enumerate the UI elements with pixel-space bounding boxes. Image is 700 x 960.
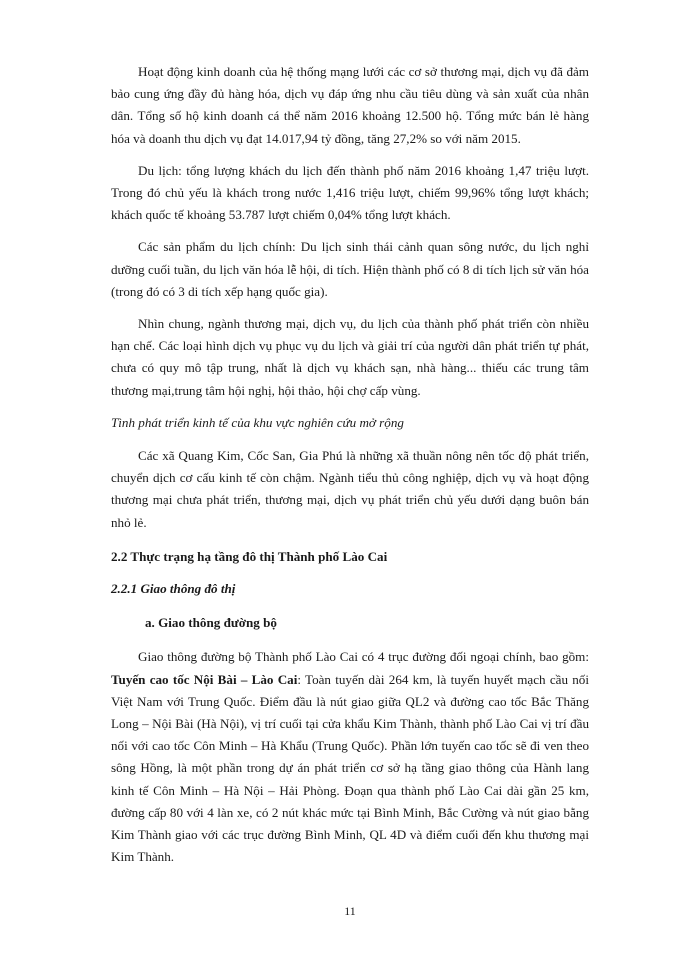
section-heading-2-2-1: 2.2.1 Giao thông đô thị (111, 581, 236, 597)
subheading-extended-area: Tình phát triển kinh tế của khu vực nghiên cứu mở rộng (111, 414, 404, 430)
paragraph-commerce: Hoạt động kinh doanh của hệ thống mạng lưới các cơ sở thương mại, dịch vụ đã đảm bảo cung ứng đầy đủ hàng hóa, dịch vụ đáp ứng nhu cầu tiêu dùng và sản xuất của nhân dân. Tổng số hộ kinh doanh cá thể năm 2016 khoảng 12.500 hộ. Tổng mức bán lẻ hàng hóa và doanh thu dịch vụ đạt 14.017,94 tỷ đồng, tăng 27,2% so với năm 2015. (111, 64, 589, 146)
paragraph-overview: Nhìn chung, ngành thương mại, dịch vụ, du lịch của thành phố phát triển còn nhiều hạn chế. Các loại hình dịch vụ phục vụ du lịch và giải trí của người dân phát triển tự phát, chưa có quy mô tập trung, nhất là dịch vụ khách sạn, nhà hàng... thiếu các trung tâm thương mại,trung tâm hội nghị, hội thảo, hội chợ cấp vùng. (111, 316, 589, 398)
paragraph-road-transport (111, 646, 589, 868)
road-description-text: : Toàn tuyến dài 264 km, là tuyến huyết mạch cầu nối Việt Nam với Trung Quốc. Điểm đầu là nút giao giữa QL2 và đường cao tốc Bắc Thăng Long – Nội Bài (Hà Nội), vị trí cuối tại cửa khẩu Kim Thành, thành phố Lào Cai vị trí đầu nối với cao tốc Côn Minh – Hà Khẩu (Trung Quốc). Phần lớn tuyến cao tốc sẽ đi ven theo sông Hồng, là một phần trong dự án phát triển cơ sở hạ tầng giao thông của Hành lang kinh tế Côn Minh – Hà Nội – Hải Phòng. Đoạn qua thành phố Lào Cai dài gần 25 km, đường cấp 80 với 4 làn xe, có 2 nút khác mức tại Bình Minh, Bắc Cường và nút giao bằng Kim Thành giao với các trục đường Bình Minh, QL 4D và điểm cuối đến khu thương mại Kim Thành. (111, 671, 589, 865)
paragraph-tourism-products: Các sản phẩm du lịch chính: Du lịch sinh thái cảnh quan sông nước, du lịch nghỉ dưỡng cuối tuần, du lịch văn hóa lễ hội, di tích. Hiện thành phố có 8 di tích lịch sử văn hóa (trong đó có 3 di tích xếp hạng quốc gia). (111, 239, 589, 299)
paragraph-tourism: Du lịch: tổng lượng khách du lịch đến thành phố năm 2016 khoảng 1,47 triệu lượt. Trong đó chủ yếu là khách trong nước 1,416 triệu lượt, chiếm 99,96% tổng lượt khách; khách quốc tế khoảng 53.787 lượt chiếm 0,04% tổng lượt khách. (111, 162, 589, 223)
paragraph-rural-communes: Các xã Quang Kim, Cốc San, Gia Phú là những xã thuần nông nên tốc độ phát triển, chuyển dịch cơ cấu kinh tế còn chậm. Ngành tiểu thủ công nghiệp, dịch vụ và hoạt động thương mại chưa phát triển, thương mại, dịch vụ phát triển chủ yếu dưới dạng buôn bán nhỏ lẻ. (111, 448, 589, 530)
road-highway-name: Tuyến cao tốc Nội Bài – Lào Cai (111, 671, 298, 687)
page-content (111, 61, 589, 879)
page-number: 11 (344, 904, 356, 918)
section-heading-a: a. Giao thông đường bộ (145, 615, 277, 631)
road-intro-text: Giao thông đường bộ Thành phố Lào Cai có 4 trục đường đối ngoại chính, bao gồm: (138, 649, 589, 665)
section-heading-2-2: 2.2 Thực trạng hạ tầng đô thị Thành phố Lào Cai (111, 548, 388, 564)
